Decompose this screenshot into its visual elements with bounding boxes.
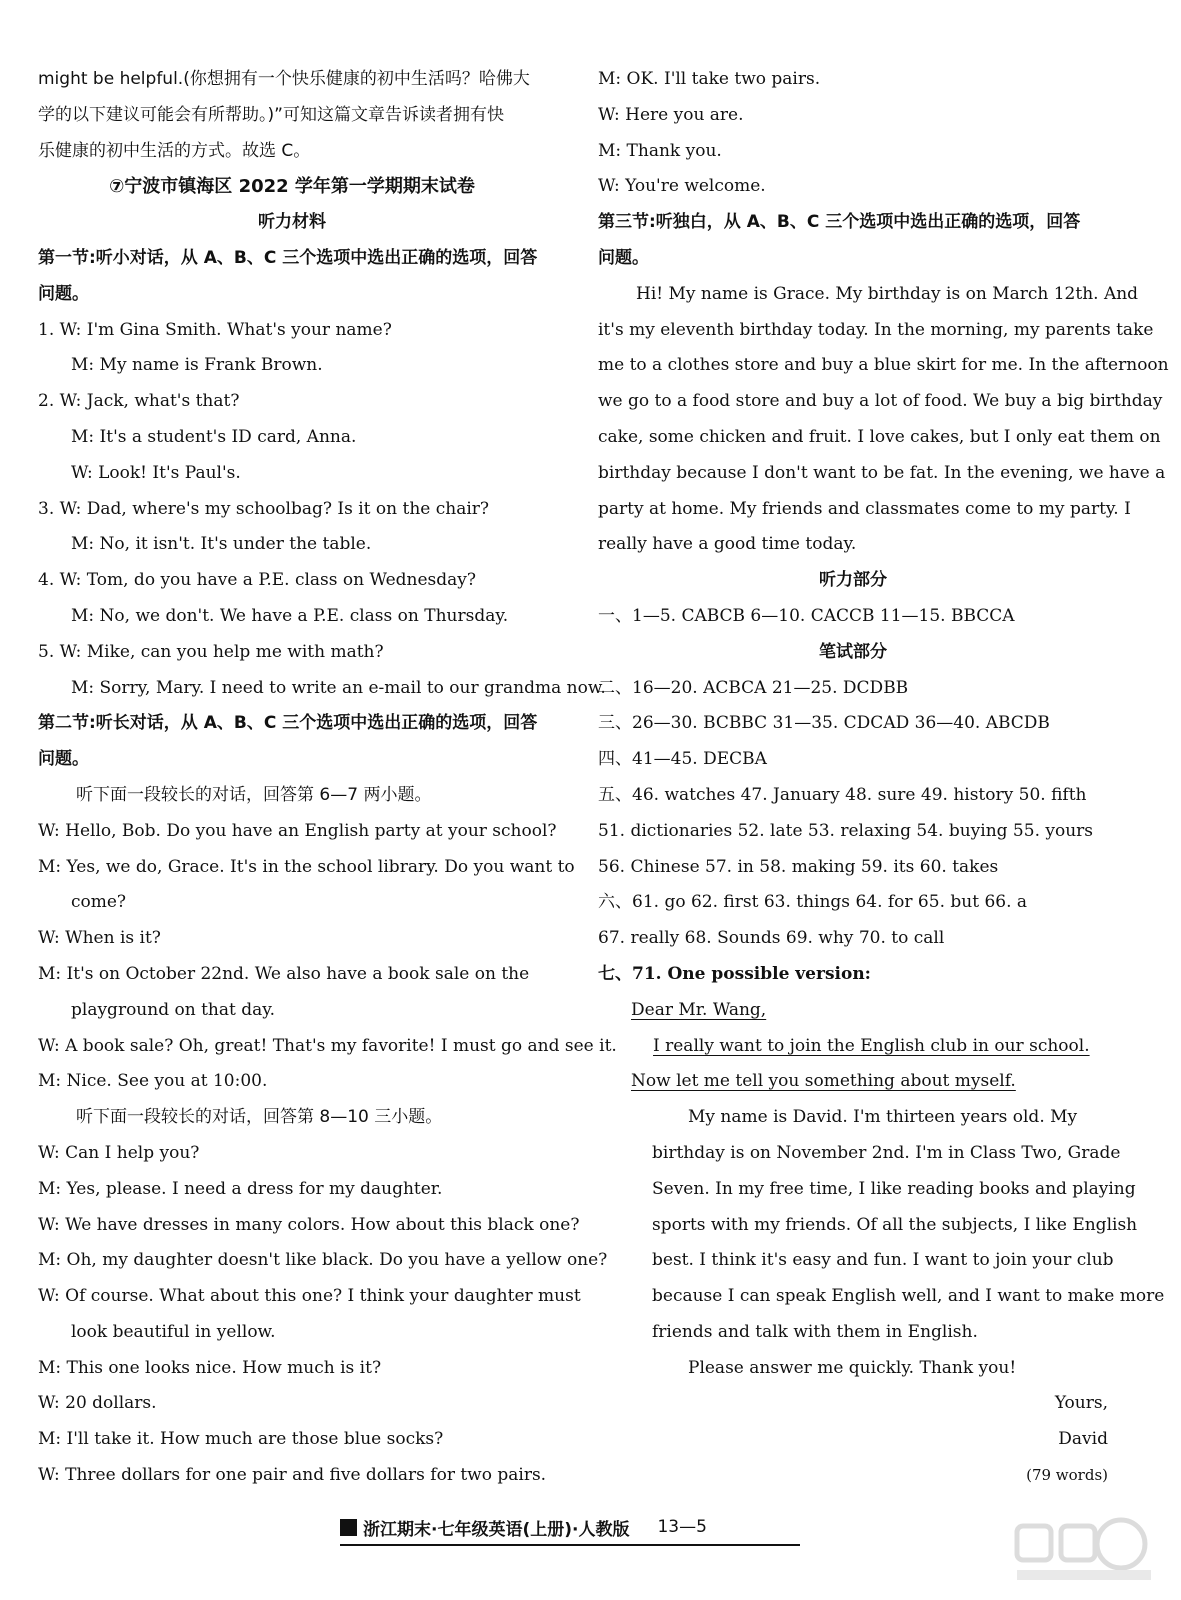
answer-line: 六、61. go 62. first 63. things 64. for 65. but 66. a bbox=[598, 892, 1028, 913]
written-heading: 笔试部分 bbox=[819, 641, 887, 662]
dialog-line: M: Thank you. bbox=[598, 140, 722, 161]
intro-line: might be helpful.(你想拥有一个快乐健康的初中生活吗？哈佛大 bbox=[38, 69, 530, 89]
listening-answers: 一、1—5. CABCB 6—10. CACCB 11—15. BBCCA bbox=[598, 605, 1015, 626]
dialog-line: look beautiful in yellow. bbox=[71, 1321, 276, 1342]
dialog-line: W: A book sale? Oh, great! That's my favorite! I must go and see it. bbox=[38, 1035, 617, 1056]
section3-heading: 第三节:听独白，从 A、B、C 三个选项中选出正确的选项，回答 bbox=[598, 212, 1081, 233]
letter-opening: Now let me tell you something about myself. bbox=[631, 1071, 1016, 1092]
dialog-line: M: Yes, please. I need a dress for my daughter. bbox=[38, 1178, 443, 1199]
dialog-line: 3. W: Dad, where's my schoolbag? Is it on the chair? bbox=[38, 498, 490, 519]
answer-line: 二、16—20. ACBCA 21—25. DCDBB bbox=[598, 677, 909, 698]
watermark-logo bbox=[1009, 1514, 1159, 1584]
letter-body-line: because I can speak English well, and I want to make more bbox=[652, 1286, 1165, 1307]
monologue-line: really have a good time today. bbox=[598, 534, 857, 555]
dialog-line: W: Look! It's Paul's. bbox=[71, 462, 241, 483]
dialog-line: W: 20 dollars. bbox=[38, 1393, 157, 1414]
dialog-line: M: This one looks nice. How much is it? bbox=[38, 1357, 382, 1378]
dialog-line: W: Three dollars for one pair and five dollars for two pairs. bbox=[38, 1465, 547, 1486]
section2-heading: 第二节:听长对话，从 A、B、C 三个选项中选出正确的选项，回答 bbox=[38, 713, 538, 734]
letter-body-line: birthday is on November 2nd. I'm in Class Two, Grade bbox=[652, 1142, 1121, 1163]
dialog-line: W: Here you are. bbox=[598, 104, 744, 125]
answer-line: 三、26—30. BCBBC 31—35. CDCAD 36—40. ABCDB bbox=[598, 713, 1050, 734]
dialog-line: M: Sorry, Mary. I need to write an e-mail to our grandma now. bbox=[71, 677, 606, 698]
prompt-8-10: 听下面一段较长的对话，回答第 8—10 三小题。 bbox=[76, 1107, 443, 1128]
exam-title: ⑦宁波市镇海区 2022 学年第一学期期末试卷 bbox=[109, 176, 475, 198]
dialog-line: M: I'll take it. How much are those blue socks? bbox=[38, 1429, 444, 1450]
dialog-line: 5. W: Mike, can you help me with math? bbox=[38, 641, 384, 662]
letter-opening: I really want to join the English club in our school. bbox=[653, 1035, 1090, 1056]
dialog-line: W: Can I help you? bbox=[38, 1142, 200, 1163]
prompt-6-7: 听下面一段较长的对话，回答第 6—7 两小题。 bbox=[76, 784, 432, 805]
page-number: 13—5 bbox=[657, 1517, 707, 1537]
letter-body-line: Seven. In my free time, I like reading books and playing bbox=[652, 1178, 1136, 1199]
letter-yours: Yours, bbox=[1054, 1393, 1108, 1414]
section2-heading: 问题。 bbox=[38, 749, 89, 770]
dialog-line: 2. W: Jack, what's that? bbox=[38, 391, 240, 412]
monologue-line: birthday because I don't want to be fat. In the evening, we have a bbox=[598, 462, 1166, 483]
dialog-line: M: Yes, we do, Grace. It's in the school library. Do you want to bbox=[38, 856, 575, 877]
section1-heading: 问题。 bbox=[38, 283, 89, 304]
section1-dialogs bbox=[38, 313, 606, 707]
letter-salutation: Dear Mr. Wang, bbox=[631, 999, 767, 1020]
letter-signature: David bbox=[1058, 1429, 1108, 1450]
dialog-line: W: Of course. What about this one? I think your daughter must bbox=[38, 1286, 581, 1307]
answer-line: 56. Chinese 57. in 58. making 59. its 60. takes bbox=[598, 856, 999, 877]
dialog-line: 1. W: I'm Gina Smith. What's your name? bbox=[38, 319, 392, 340]
answer-line: 四、41—45. DECBA bbox=[598, 749, 767, 770]
dialog-line: M: It's on October 22nd. We also have a book sale on the bbox=[38, 963, 530, 984]
letter-body-line: friends and talk with them in English. bbox=[652, 1321, 978, 1342]
letter-body-line: My name is David. I'm thirteen years old. My bbox=[688, 1107, 1078, 1128]
dialog-line: W: When is it? bbox=[38, 928, 161, 949]
monologue-line: Hi! My name is Grace. My birthday is on March 12th. And bbox=[636, 283, 1139, 304]
dialog-line: W: You're welcome. bbox=[598, 176, 766, 197]
listening-heading: 听力部分 bbox=[819, 570, 887, 591]
q71-heading: 七、71. One possible version: bbox=[598, 963, 871, 984]
section1-heading: 第一节:听小对话，从 A、B、C 三个选项中选出正确的选项，回答 bbox=[38, 247, 538, 268]
dialog-line: M: Nice. See you at 10:00. bbox=[38, 1071, 268, 1092]
letter-body-line: best. I think it's easy and fun. I want to join your club bbox=[652, 1250, 1114, 1271]
answer-line: 五、46. watches 47. January 48. sure 49. history 50. fifth bbox=[598, 784, 1087, 805]
monologue-line: party at home. My friends and classmates come to my party. I bbox=[598, 498, 1131, 519]
dialog-line: come? bbox=[71, 892, 127, 913]
section3-heading: 问题。 bbox=[598, 247, 649, 268]
monologue-line: it's my eleventh birthday today. In the morning, my parents take bbox=[598, 319, 1154, 340]
dialog-line: M: OK. I'll take two pairs. bbox=[598, 69, 821, 89]
answer-line: 51. dictionaries 52. late 53. relaxing 54. buying 55. yours bbox=[598, 820, 1094, 841]
page-footer bbox=[340, 1510, 800, 1546]
intro-line: 学的以下建议可能会有所帮助。)”可知这篇文章告诉读者拥有快 bbox=[38, 104, 504, 125]
book-title: 浙江期末·七年级英语(上册)·人教版 bbox=[363, 1519, 630, 1540]
answer-line: 67. really 68. Sounds 69. why 70. to call bbox=[598, 928, 945, 949]
left-column bbox=[38, 62, 617, 1494]
dialog-line: M: My name is Frank Brown. bbox=[71, 355, 323, 376]
right-column bbox=[598, 62, 1169, 1494]
letter-body-line: sports with my friends. Of all the subjects, I like English bbox=[652, 1214, 1138, 1235]
letter-closing: Please answer me quickly. Thank you! bbox=[688, 1357, 1017, 1378]
dialog-line: M: It's a student's ID card, Anna. bbox=[71, 426, 357, 447]
square-icon bbox=[340, 1519, 357, 1536]
monologue-line: me to a clothes store and buy a blue skirt for me. In the afternoon bbox=[598, 355, 1169, 376]
word-count: (79 words) bbox=[1026, 1466, 1108, 1485]
dialog-line: M: No, it isn't. It's under the table. bbox=[71, 534, 372, 555]
dialog-line: W: We have dresses in many colors. How about this black one? bbox=[38, 1214, 580, 1235]
dialog-line: 4. W: Tom, do you have a P.E. class on Wednesday? bbox=[38, 570, 476, 591]
monologue-line: we go to a food store and buy a lot of food. We buy a big birthday bbox=[598, 391, 1163, 412]
dialog-line: playground on that day. bbox=[71, 999, 275, 1020]
dialog-line: W: Hello, Bob. Do you have an English party at your school? bbox=[38, 820, 557, 841]
intro-line: 乐健康的初中生活的方式。故选 C。 bbox=[38, 140, 311, 161]
dialog-line: M: No, we don't. We have a P.E. class on Thursday. bbox=[71, 605, 509, 626]
dialog-line: M: Oh, my daughter doesn't like black. Do you have a yellow one? bbox=[38, 1250, 608, 1271]
monologue-line: cake, some chicken and fruit. I love cakes, but I only eat them on bbox=[598, 426, 1161, 447]
material-title: 听力材料 bbox=[258, 212, 326, 233]
